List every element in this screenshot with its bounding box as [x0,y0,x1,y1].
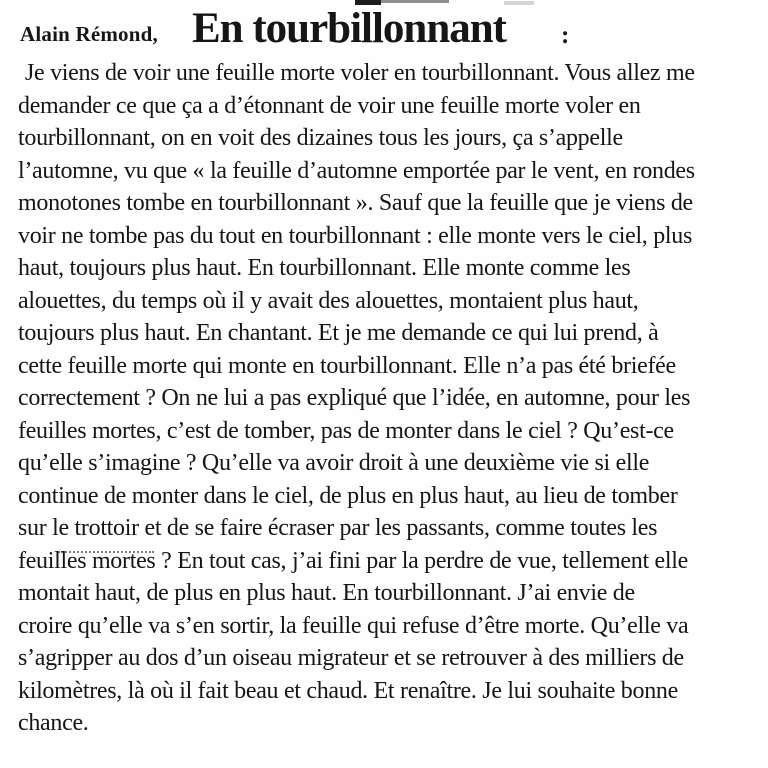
text-line: feuilles mortes, c’est de tomber, pas de monter dans le ciel ? Qu’est-ce [18,417,674,444]
text-line: cette feuille morte qui monte en tourbillonnant. Elle n’a pas été briefée [18,352,676,379]
page-title: En tourbillonnant [192,5,506,52]
text-line: demander ce que ça a d’étonnant de voir une feuille morte voler en [18,92,641,119]
text-line: l’automne, vu que « la feuille d’automne emportée par le vent, en rondes [18,157,695,184]
text-line: continue de monter dans le ciel, de plus en plus haut, au lieu de tomber [18,482,678,509]
text-line: tourbillonnant, on en voit des dizaines tous les jours, ça s’appelle [18,125,623,151]
text-line: croire qu’elle va s’en sortir, la feuille qui refuse d’être morte. Qu’elle va [18,612,689,639]
text-line: toujours plus haut. En chantant. Et je me demande ce qui lui prend, à [18,320,659,346]
text-line: montait haut, de plus en plus haut. En tourbillonnant. J’ai envie de [18,580,635,606]
text-line: correctement ? On ne lui a pas expliqué que l’idée, en automne, pour les [18,385,691,411]
text-line: sur le trottoir et de se faire écraser par les passants, comme toutes les [18,515,658,541]
text-line: chance. [18,710,89,736]
document-header [0,0,768,60]
text-line: alouettes, du temps où il y avait des alouettes, montaient plus haut, [18,287,639,314]
text-line: kilomètres, là où il fait beau et chaud. Et renaître. Je lui souhaite bonne [18,677,678,704]
author-name: Alain Rémond, [20,22,158,46]
text-line: Je viens de voir une feuille morte voler en tourbillonnant. Vous allez me [25,60,695,86]
text-line: qu’elle s’imagine ? Qu’elle va avoir droit à une deuxième vie si elle [18,450,650,476]
text-line: haut, toujours plus haut. En tourbillonnant. Elle monte comme les [18,255,631,281]
text-line: voir ne tombe pas du tout en tourbillonnant : elle monte vers le ciel, plus [18,222,693,249]
body-text [18,57,766,740]
text-line: feuilles mortes ? En tout cas, j’ai fini par la perdre de vue, tellement elle [18,547,688,574]
text-line: s’agripper au dos d’un oiseau migrateur et se retrouver à des milliers de [18,645,684,671]
title-colon-mark: : [561,22,570,49]
text-line: monotones tombe en tourbillonnant ». Sauf que la feuille que je viens de [18,190,693,216]
